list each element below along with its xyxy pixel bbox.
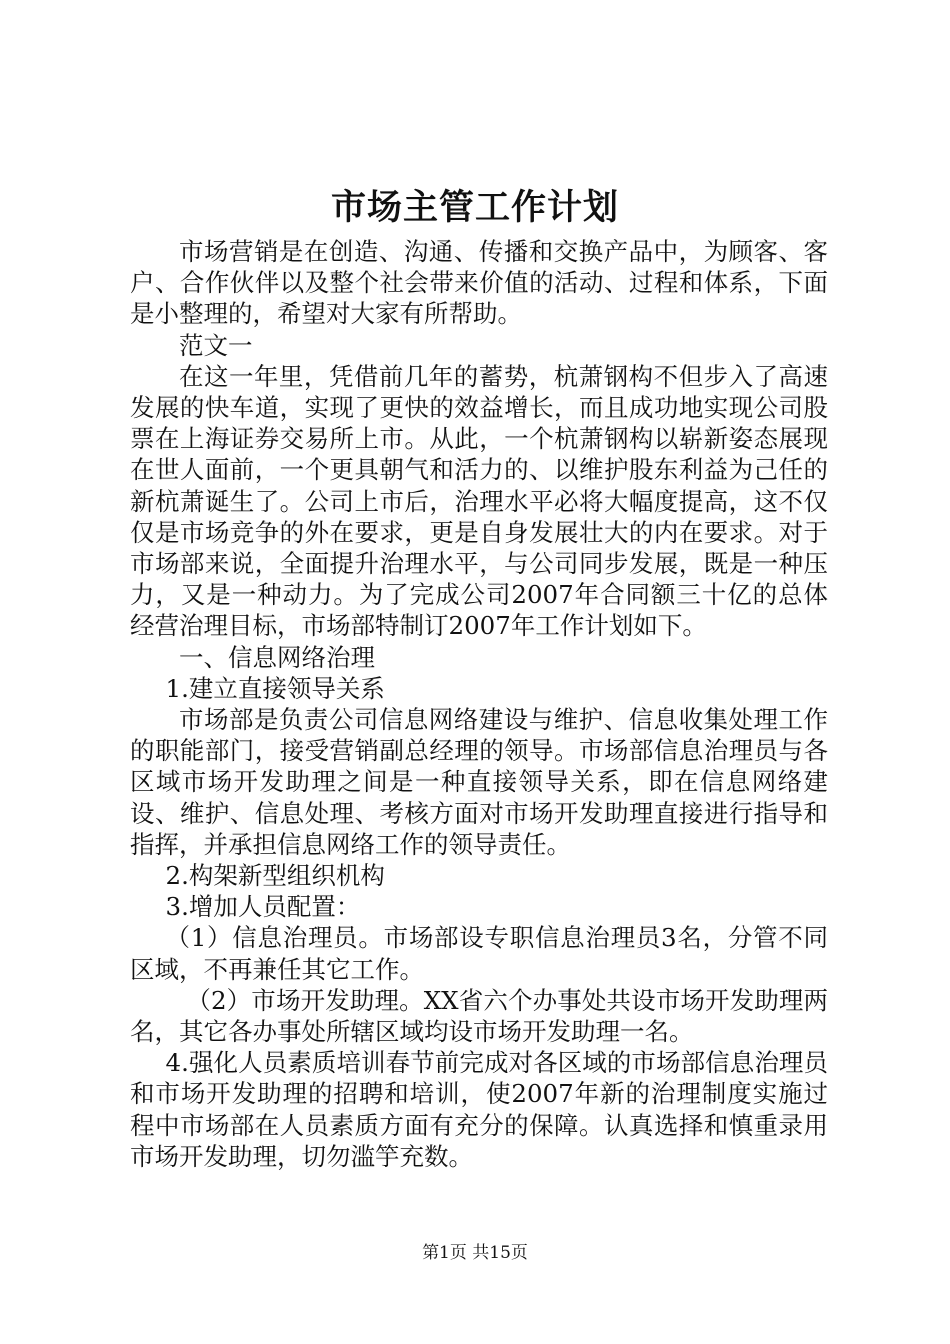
section-heading-info-network: 一、信息网络治理 <box>179 642 375 672</box>
training-paragraph: 4.强化人员素质培训春节前完成对各区域的市场部信息治理员和市场开发助理的招聘和培训，使2007年新的治理制度实施过程中市场部在人员素质方面有充分的保障。认真选择和慎重录用市场开发助理，切勿滥竽充数。 <box>130 1048 828 1171</box>
staffing-item-2: （2）市场开发助理。XX省六个办事处共设市场开发助理两名，其它各办事处所辖区域均设市场开发助理一名。 <box>130 985 828 1047</box>
staffing-item-1: （1）信息治理员。市场部设专职信息治理员3名，分管不同区域，不再兼任其它工作。 <box>130 923 828 984</box>
document-title: 市场主管工作计划 <box>330 187 619 228</box>
leadership-paragraph: 市场部是负责公司信息网络建设与维护、信息收集处理工作的职能部门，接受营销副总经理的领导。市场部信息治理员与各区域市场开发助理之间是一种直接领导关系，即在信息网络建设、维护、信息处理、考核方面对市场开发助理直接进行指导和指挥，并承担信息网络工作的领导责任。 <box>130 705 828 859</box>
page-number: 第1页 共15页 <box>422 1243 528 1263</box>
background-paragraph: 在这一年里，凭借前几年的蓄势，杭萧钢构不但步入了高速发展的快车道，实现了更快的效益增长，而且成功地实现公司股票在上海证券交易所上市。从此，一个杭萧钢构以崭新姿态展现在世人面前，一个更具朝气和活力的、以维护股东利益为己任的新杭萧诞生了。公司上市后，治理水平必将大幅度提高，这不仅仅是市场竞争的外在要求，更是自身发展壮大的内在要求。对于市场部来说，全面提升治理水平，与公司同步发展，既是一种压力，又是一种动力。为了完成公司2007年合同额三十亿的总体经营治理目标，市场部特制订2007年工作计划如下。 <box>130 361 828 641</box>
subheading-org-structure: 2.构架新型组织机构 <box>165 861 385 891</box>
subheading-staffing: 3.增加人员配置： <box>165 892 361 922</box>
intro-paragraph: 市场营销是在创造、沟通、传播和交换产品中，为顾客、客户、合作伙伴以及整个社会带来价值的活动、过程和体系，下面是小整理的，希望对大家有所帮助。 <box>130 237 828 329</box>
subheading-direct-leadership: 1.建立直接领导关系 <box>165 673 385 703</box>
sample-heading: 范文一 <box>179 330 253 360</box>
document-body <box>130 236 828 1172</box>
